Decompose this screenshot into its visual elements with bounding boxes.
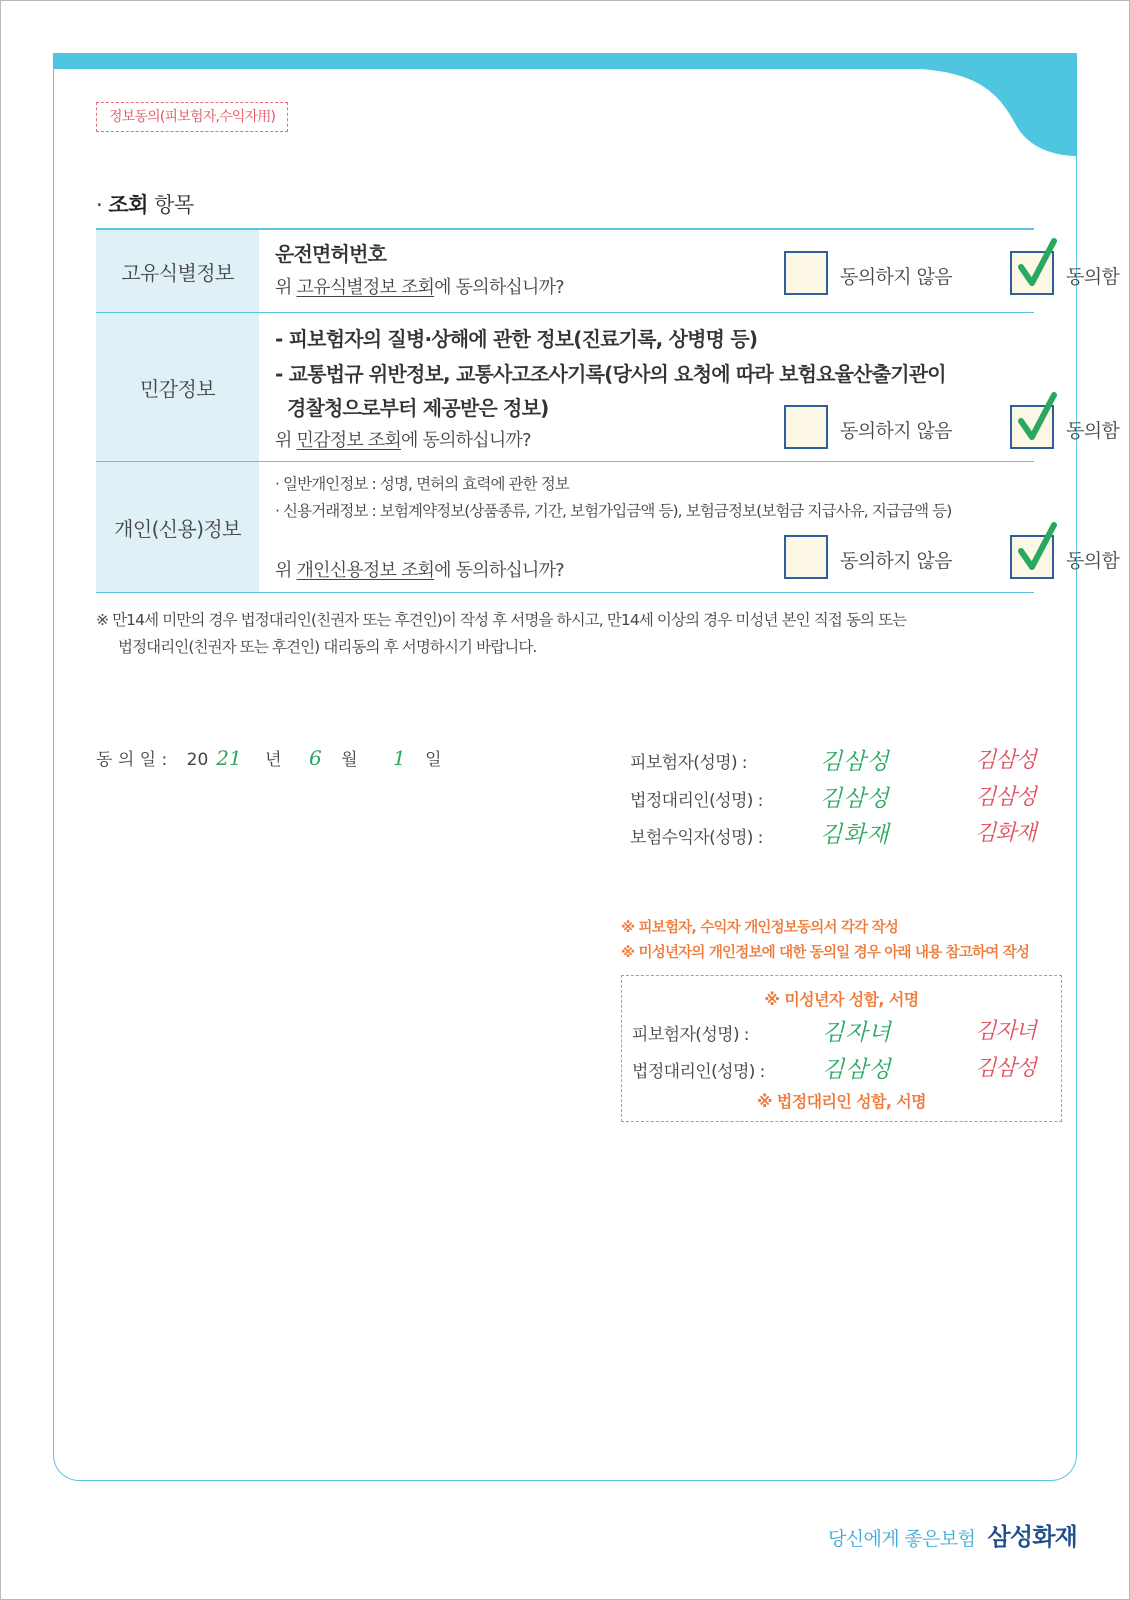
year-handwritten[interactable]: 21 [216,746,242,770]
question-underlined: 고유식별정보 조회 [296,277,435,298]
handwritten-name[interactable]: 김화재 [820,822,890,848]
checkmark-icon [1018,391,1058,443]
question-prefix: 위 [275,430,297,451]
table-row [96,462,1120,593]
table-row [96,313,1120,462]
handwritten-name[interactable]: 김삼성 [820,786,890,812]
question-suffix: 에 동의하십니까? [400,430,531,451]
month-unit: 월 [341,750,358,770]
signature-label: 피보험자(성명) : [630,753,747,773]
checkmark-icon [1018,521,1058,573]
agree-checkbox[interactable] [1010,405,1054,449]
row-detail-line: - 피보험자의 질병·상해에 관한 정보(진료기록, 상병명 등) [275,327,758,351]
row-detail-line: 운전면허번호 [275,242,387,266]
row-body [275,313,1120,461]
day-handwritten[interactable]: 1 [392,746,406,770]
table-row [96,230,1120,313]
question-underlined: 개인신용정보 조회 [296,560,435,581]
signature-label: 법정대리인(성명) : [630,791,763,811]
row-detail-line: · 일반개인정보 : 성명, 면허의 효력에 관한 정보 [275,475,569,493]
signature[interactable]: 김자녀 [975,1019,1036,1044]
disagree-label: 동의하지 않음 [840,420,952,442]
instruction-note: ※ 피보험자, 수익자 개인정보동의서 각각 작성 [621,920,898,936]
year-prefix: 20 [186,750,209,770]
question-prefix: 위 [275,560,297,581]
top-wave-decoration [920,53,1078,157]
instruction-note: ※ 미성년자의 개인정보에 대한 동의일 경우 아래 내용 참고하여 작성 [621,945,1030,961]
disagree-checkbox[interactable] [784,405,828,449]
note-line: ※ 만14세 미만의 경우 법정대리인(친권자 또는 후견인)이 작성 후 서명을 하시고, 만14세 이상의 경우 미성년 본인 직접 동의 또는 [96,611,907,629]
year-unit: 년 [265,750,282,770]
row-header: 민감정보 [96,313,259,461]
signature[interactable]: 김화재 [975,821,1036,846]
minor-age-note [96,607,906,661]
disagree-checkbox[interactable] [784,251,828,295]
signature[interactable]: 김삼성 [975,785,1036,810]
handwritten-name[interactable]: 김삼성 [822,1057,892,1083]
month-handwritten[interactable]: 6 [308,746,322,770]
disagree-label: 동의하지 않음 [840,550,952,572]
disagree-checkbox[interactable] [784,535,828,579]
question-suffix: 에 동의하십니까? [434,560,564,581]
disagree-label: 동의하지 않음 [840,266,952,288]
signature-label: 보험수익자(성명) : [630,828,763,848]
signature[interactable]: 김삼성 [975,748,1036,773]
form-tag: 정보동의(피보험자,수익자用) [96,102,288,132]
row-body [275,230,1120,312]
date-label: 동 의 일 : [96,750,168,770]
agree-checkbox[interactable] [1010,535,1054,579]
question-underlined: 민감정보 조회 [296,430,401,451]
row-header: 개인(신용)정보 [96,462,259,592]
consent-date [96,745,442,770]
section-bullet: · [96,193,103,217]
row-detail-line: · 신용거래정보 : 보험계약정보(상품종류, 기간, 보험가입금액 등), 보험금정보(보험금 지급사유, 지급금액 등) [275,502,952,520]
note-line: 법정대리인(친권자 또는 후견인) 대리동의 후 서명하시기 바랍니다. [118,638,537,656]
minor-signature-box [621,975,1062,1122]
box-title-top: ※ 미성년자 성함, 서명 [764,990,919,1009]
brand-slogan: 당신에게 좋은보험 [827,1528,976,1550]
brand-footer [828,1517,1077,1552]
consent-question [275,556,564,582]
brand-name: 삼성화재 [987,1523,1077,1551]
box-title-bottom: ※ 법정대리인 성함, 서명 [756,1092,927,1111]
signature-label: 피보험자(성명) : [632,1025,749,1045]
question-suffix: 에 동의하십니까? [434,277,564,298]
consent-question [275,273,564,299]
day-unit: 일 [425,750,442,770]
row-header: 고유식별정보 [96,230,259,312]
consent-question [275,426,531,452]
row-body [275,462,1120,592]
handwritten-name[interactable]: 김삼성 [820,749,890,775]
agree-label: 동의함 [1066,420,1120,442]
handwritten-name[interactable]: 김자녀 [822,1020,892,1046]
section-title [96,189,194,219]
agree-label: 동의함 [1066,266,1120,288]
signature-label: 법정대리인(성명) : [632,1062,765,1082]
agree-label: 동의함 [1066,550,1120,572]
consent-table [96,228,1120,593]
section-title-bold: 조회 [108,193,148,217]
question-prefix: 위 [275,277,297,298]
row-detail-line: 경찰청으로부터 제공받은 정보) [287,396,549,420]
section-title-rest: 항목 [147,193,194,217]
signature[interactable]: 김삼성 [975,1056,1036,1081]
checkmark-icon [1018,237,1058,289]
row-detail-line: - 교통법규 위반정보, 교통사고조사기록(당사의 요청에 따라 보험요율산출기관이 [275,362,946,386]
agree-checkbox[interactable] [1010,251,1054,295]
